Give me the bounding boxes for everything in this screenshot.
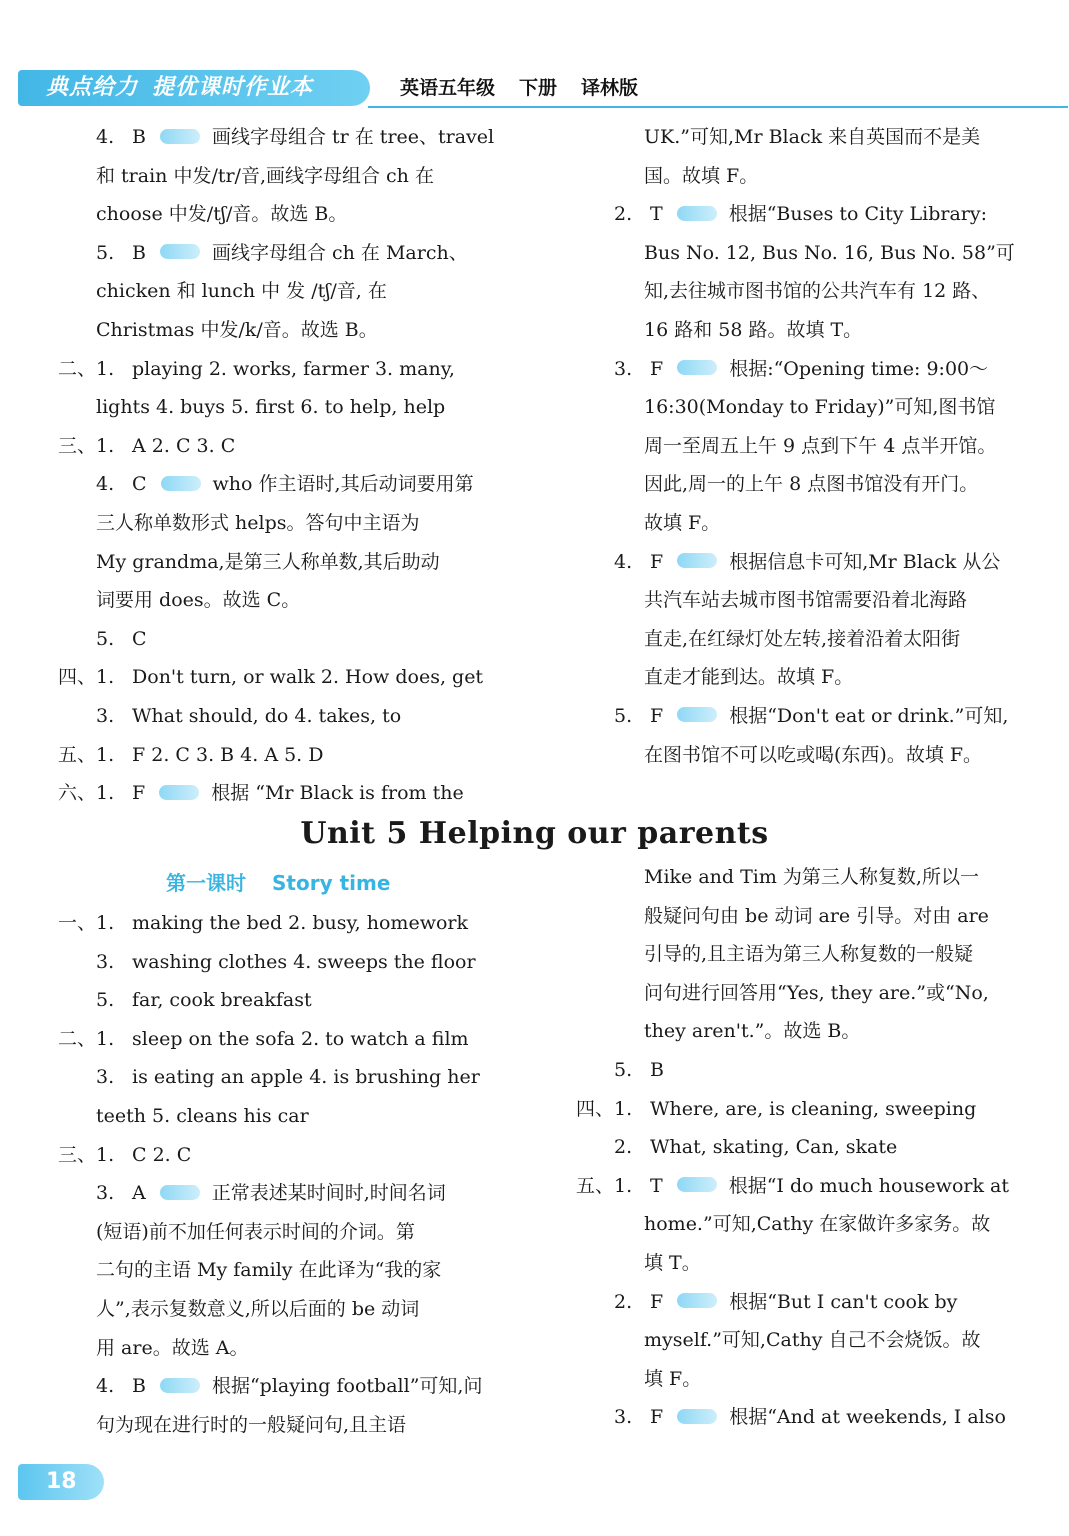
answer-line (58, 620, 534, 659)
answer-line (576, 581, 1038, 620)
answer-text: What, skating, Can, skate (650, 1136, 898, 1159)
answer-line (58, 1251, 534, 1290)
answer-text: 因此,周一的上午 8 点图书馆没有开门。 (644, 473, 979, 496)
answer-line (576, 736, 1038, 775)
answer-line (58, 1020, 534, 1059)
answer-line (58, 943, 534, 982)
explanation-text: 画线字母组合 ch 在 March、 (211, 241, 468, 264)
answer-text: B (650, 1058, 664, 1081)
explanation-text: 根据“But I can't cook by (729, 1290, 958, 1313)
explanation-text: 根据信息卡可知,Mr Black 从公 (729, 550, 1001, 573)
answer-text: 知,去往城市图书馆的公共汽车有 12 路、 (644, 280, 991, 303)
answer-line (576, 118, 1038, 157)
explanation-badge-icon (677, 707, 717, 722)
question-number: 1. (614, 1174, 633, 1197)
answer-line (58, 658, 534, 697)
answer-line (58, 504, 534, 543)
explanation-text: 根据“And at weekends, I also (729, 1406, 1006, 1429)
answer-line (58, 195, 534, 234)
section-number: 四、 (576, 1097, 615, 1120)
brand-subtitle: 提优课时作业本 (152, 75, 314, 100)
answer-line (576, 1244, 1038, 1283)
lesson-title (166, 866, 390, 900)
answer-text: 周一至周五上午 9 点到下午 4 点半开馆。 (644, 434, 997, 457)
answer-text: sleep on the sofa 2. to watch a film (132, 1027, 469, 1050)
answer-line (58, 581, 534, 620)
answer-line (58, 981, 534, 1020)
answer-line (58, 543, 534, 582)
brand-banner (18, 70, 370, 106)
answer-line (576, 195, 1038, 234)
explanation-badge-icon (161, 476, 201, 491)
answer-line (58, 1329, 534, 1368)
answer-text: B (132, 1375, 146, 1398)
question-number: 5. (96, 989, 115, 1012)
question-number: 5. (96, 627, 115, 650)
answer-line (58, 736, 534, 775)
answer-line (58, 427, 534, 466)
answer-text: home.”可知,Cathy 在家做许多家务。故 (644, 1213, 991, 1236)
answer-text: Christmas 中发/k/音。故选 B。 (96, 318, 378, 341)
question-number: 2. (614, 203, 633, 226)
answer-line (576, 465, 1038, 504)
answer-text: 共汽车站去城市图书馆需要沿着北海路 (644, 589, 968, 612)
explanation-badge-icon (160, 244, 200, 259)
answer-line (576, 311, 1038, 350)
answer-column-right-lower (576, 858, 1038, 1437)
answer-text: F 2. C 3. B 4. A 5. D (132, 743, 324, 766)
answer-text: 句为现在进行时的一般疑问句,且主语 (96, 1413, 407, 1436)
question-number: 5. (614, 1058, 633, 1081)
answer-line (58, 1097, 534, 1136)
answer-text: washing clothes 4. sweeps the floor (132, 950, 476, 973)
explanation-badge-icon (677, 1177, 717, 1192)
answer-line (58, 1174, 534, 1213)
question-number: 5. (96, 241, 115, 264)
question-number: 3. (96, 1182, 115, 1205)
answer-text: F (650, 1290, 664, 1313)
explanation-text: 根据“I do much housework at (728, 1174, 1009, 1197)
explanation-text: 正常表述某时间时,时间名词 (211, 1182, 446, 1205)
book-edition: 译林版 (581, 77, 639, 99)
answer-line (576, 234, 1038, 273)
answer-text: F (650, 704, 664, 727)
section-number: 五、 (58, 743, 97, 766)
answer-line (576, 543, 1038, 582)
answer-text: far, cook breakfast (132, 989, 312, 1012)
answer-text: 引导的,且主语为第三人称复数的一般疑 (644, 943, 974, 966)
answer-text: is eating an apple 4. is brushing her (132, 1066, 480, 1089)
question-number: 1. (614, 1097, 633, 1120)
answer-line (576, 620, 1038, 659)
question-number: 3. (614, 1406, 633, 1429)
section-number: 五、 (576, 1174, 615, 1197)
explanation-text: 根据“Don't eat or drink.”可知, (729, 704, 1009, 727)
page-header (18, 70, 1058, 110)
answer-text: 二句的主语 My family 在此译为“我的家 (96, 1259, 442, 1282)
question-number: 4. (96, 1375, 115, 1398)
answer-line (576, 1321, 1038, 1360)
answer-text: 国。故填 F。 (644, 164, 759, 187)
answer-line (576, 272, 1038, 311)
question-number: 3. (96, 704, 115, 727)
explanation-text: 根据 “Mr Black is from the (211, 782, 464, 805)
answer-text: T (650, 1174, 663, 1197)
answer-text: What should, do 4. takes, to (132, 704, 402, 727)
answer-text: F (132, 782, 146, 805)
question-number: 4. (614, 550, 633, 573)
answer-text: T (650, 203, 663, 226)
answer-text: F (650, 550, 664, 573)
answer-line (576, 1128, 1038, 1167)
answer-line (576, 1167, 1038, 1206)
question-number: 3. (96, 1066, 115, 1089)
answer-line (576, 157, 1038, 196)
answer-line (576, 1283, 1038, 1322)
answer-line (576, 858, 1038, 897)
answer-text: 词要用 does。故选 C。 (96, 589, 301, 612)
answer-text: making the bed 2. busy, homework (132, 912, 468, 934)
question-number: 1. (96, 782, 115, 805)
explanation-text: 画线字母组合 tr 在 tree、travel (211, 126, 495, 148)
answer-text: chicken 和 lunch 中 发 /tʃ/音, 在 (96, 280, 387, 303)
answer-line (576, 504, 1038, 543)
book-volume: 下册 (519, 77, 558, 99)
question-number: 1. (96, 912, 115, 934)
answer-text: 填 F。 (644, 1367, 702, 1390)
answer-text: F (650, 1406, 664, 1429)
section-number: 六、 (58, 782, 97, 805)
question-number: 3. (614, 357, 633, 380)
answer-text: 16:30(Monday to Friday)”可知,图书馆 (644, 396, 996, 419)
answer-text: My grandma,是第三人称单数,其后助动 (96, 550, 440, 573)
answer-line (58, 1136, 534, 1175)
lesson-title-en: Story time (272, 871, 391, 895)
answer-text: B (132, 241, 146, 264)
answer-line (576, 658, 1038, 697)
page-number: 18 (18, 1464, 104, 1500)
question-number: 4. (96, 473, 115, 496)
question-number: 1. (96, 1143, 115, 1166)
brand-name: 典点给力 (46, 75, 139, 100)
answer-text: Don't turn, or walk 2. How does, get (132, 666, 484, 689)
section-number: 二、 (58, 357, 97, 380)
answer-column-right-upper (576, 118, 1038, 774)
answer-line (576, 697, 1038, 736)
explanation-badge-icon (677, 553, 717, 568)
explanation-badge-icon (677, 1409, 717, 1424)
answer-line (58, 1406, 534, 1445)
explanation-text: 根据“playing football”可知,问 (211, 1375, 483, 1398)
answer-line (58, 904, 534, 943)
answer-column-left-upper (58, 118, 534, 813)
answer-text: C (132, 473, 147, 496)
answer-text: Bus No. 12, Bus No. 16, Bus No. 58”可 (644, 241, 1015, 264)
question-number: 1. (96, 357, 115, 380)
section-number: 二、 (58, 1027, 97, 1050)
answer-line (576, 935, 1038, 974)
answer-text: A 2. C 3. C (132, 434, 236, 457)
section-number: 一、 (58, 912, 97, 934)
answer-line (58, 1290, 534, 1329)
answer-text: (短语)前不加任何表示时间的介词。第 (96, 1220, 415, 1243)
answer-text: 人”,表示复数意义,所以后面的 be 动词 (96, 1297, 420, 1320)
question-number: 4. (96, 126, 115, 148)
answer-line (576, 350, 1038, 389)
answer-text: 般疑问句由 be 动词 are 引导。对由 are (644, 904, 989, 927)
answer-line (576, 1090, 1038, 1129)
question-number: 1. (96, 743, 115, 766)
answer-text: 直走才能到达。故填 F。 (644, 666, 854, 689)
answer-text: 故填 F。 (644, 511, 721, 534)
answer-text: UK.”可知,Mr Black 来自英国而不是美 (644, 126, 981, 148)
question-number: 3. (96, 950, 115, 973)
question-number: 2. (614, 1136, 633, 1159)
lesson-title-cn: 第一课时 (166, 871, 246, 895)
answer-text: 16 路和 58 路。故填 T。 (644, 318, 863, 341)
answer-line (576, 974, 1038, 1013)
explanation-badge-icon (677, 360, 717, 375)
answer-text: playing 2. works, farmer 3. many, (132, 357, 455, 380)
answer-line (576, 1360, 1038, 1399)
answer-text: Where, are, is cleaning, sweeping (650, 1097, 977, 1120)
answer-text: F (650, 357, 664, 380)
answer-text: 三人称单数形式 helps。答句中主语为 (96, 511, 420, 534)
answer-text: 问句进行回答用“Yes, they are.”或“No, (644, 981, 989, 1004)
answer-line (58, 1213, 534, 1252)
answer-text: teeth 5. cleans his car (96, 1104, 309, 1127)
unit-title: Unit 5 Helping our parents (300, 816, 769, 851)
answer-line (576, 1205, 1038, 1244)
answer-text: B (132, 126, 146, 148)
answer-line (58, 311, 534, 350)
answer-text: 在图书馆不可以吃或喝(东西)。故填 F。 (644, 743, 983, 766)
header-divider (368, 106, 1068, 108)
question-number: 5. (614, 704, 633, 727)
answer-line (58, 388, 534, 427)
explanation-text: 根据“Buses to City Library: (728, 203, 988, 226)
answer-column-left-lower (58, 904, 534, 1444)
answer-line (576, 1051, 1038, 1090)
answer-line (58, 234, 534, 273)
question-number: 1. (96, 1027, 115, 1050)
book-subject: 英语五年级 (400, 77, 496, 99)
answer-text: C 2. C (132, 1143, 192, 1166)
answer-line (58, 774, 534, 813)
explanation-badge-icon (160, 1378, 200, 1393)
answer-line (576, 897, 1038, 936)
answer-line (58, 1058, 534, 1097)
answer-line (58, 118, 534, 157)
answer-text: 填 T。 (644, 1251, 701, 1274)
answer-text: 直走,在红绿灯处左转,接着沿着太阳街 (644, 627, 961, 650)
answer-line (58, 697, 534, 736)
answer-line (576, 1012, 1038, 1051)
answer-line (576, 1398, 1038, 1437)
explanation-text: who 作主语时,其后动词要用第 (212, 473, 474, 496)
answer-text: they aren't.”。故选 B。 (644, 1020, 861, 1043)
question-number: 1. (96, 666, 115, 689)
answer-text: lights 4. buys 5. first 6. to help, help (96, 396, 446, 419)
answer-line (576, 427, 1038, 466)
answer-line (58, 157, 534, 196)
answer-text: A (132, 1182, 146, 1205)
answer-line (58, 1367, 534, 1406)
explanation-badge-icon (677, 206, 717, 221)
section-number: 三、 (58, 434, 97, 457)
answer-text: C (132, 627, 147, 650)
answer-line (58, 465, 534, 504)
answer-text: choose 中发/tʃ/音。故选 B。 (96, 203, 348, 226)
answer-text: 和 train 中发/tr/音,画线字母组合 ch 在 (96, 164, 434, 187)
section-number: 四、 (58, 666, 97, 689)
answer-line (58, 350, 534, 389)
explanation-text: 根据:“Opening time: 9:00～ (729, 357, 989, 380)
answer-text: Mike and Tim 为第三人称复数,所以一 (644, 866, 979, 888)
answer-text: myself.”可知,Cathy 自己不会烧饭。故 (644, 1329, 981, 1352)
section-number: 三、 (58, 1143, 97, 1166)
explanation-badge-icon (160, 1185, 200, 1200)
answer-line (58, 272, 534, 311)
answer-line (576, 388, 1038, 427)
explanation-badge-icon (159, 785, 199, 800)
explanation-badge-icon (160, 129, 200, 144)
explanation-badge-icon (677, 1293, 717, 1308)
book-info (400, 72, 662, 104)
question-number: 2. (614, 1290, 633, 1313)
answer-text: 用 are。故选 A。 (96, 1336, 249, 1359)
question-number: 1. (96, 434, 115, 457)
